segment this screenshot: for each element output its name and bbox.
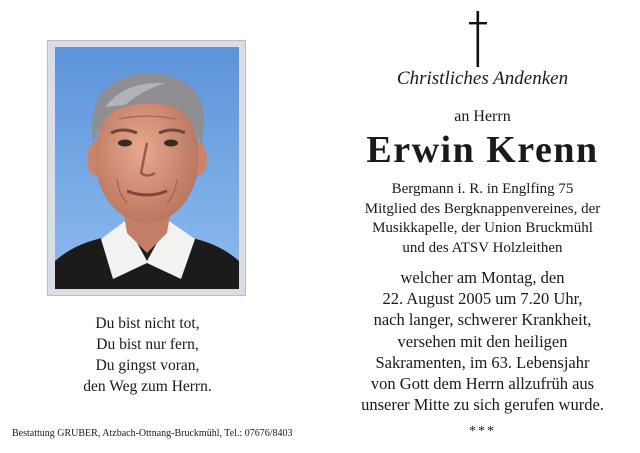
poem: [40, 313, 255, 397]
portrait-frame: [47, 40, 246, 296]
notice-line: welcher am Montag, den: [400, 268, 565, 287]
salutation: an Herrn: [454, 108, 511, 125]
deceased-name: Erwin Krenn: [366, 129, 599, 171]
closing-stars: ***: [469, 424, 496, 439]
detail-line: Mitglied des Bergknappenvereines, der: [364, 200, 601, 217]
portrait-photo: [55, 47, 239, 289]
poem-line: Du gingst voran,: [95, 357, 200, 374]
notice-line: Sakramenten, im 63. Lebensjahr: [375, 352, 590, 372]
notice-line: nach langer, schwerer Krankheit,: [373, 310, 592, 330]
notice-line: versehen mit den heiligen: [397, 331, 568, 351]
card-heading: Christliches Andenken: [396, 68, 569, 89]
funeral-home-footer: Bestattung GRUBER, Atzbach-Ottnang-Bruckmühl, Tel.: 07676/8403: [12, 428, 293, 439]
death-notice-text: [345, 267, 620, 415]
poem-line: den Weg zum Herrn.: [83, 378, 212, 395]
notice-line: unserer Mitte zu sich gerufen wurde.: [361, 395, 604, 415]
portrait-illustration: [55, 47, 239, 289]
detail-line: Musikkapelle, der Union Bruckmühl: [372, 220, 593, 236]
notice-line: 22. August 2005 um 7.20 Uhr,: [382, 289, 583, 309]
poem-line: Du bist nur fern,: [96, 336, 199, 353]
poem-line: Du bist nicht tot,: [95, 315, 200, 332]
detail-line: und des ATSV Holzleithen: [402, 239, 563, 256]
latin-cross-icon: [469, 11, 487, 67]
biography-details: [345, 180, 620, 258]
notice-line: von Gott dem Herrn allzufrüh aus: [370, 374, 595, 394]
detail-line: Bergmann i. R. in Englfing 75: [391, 181, 574, 197]
